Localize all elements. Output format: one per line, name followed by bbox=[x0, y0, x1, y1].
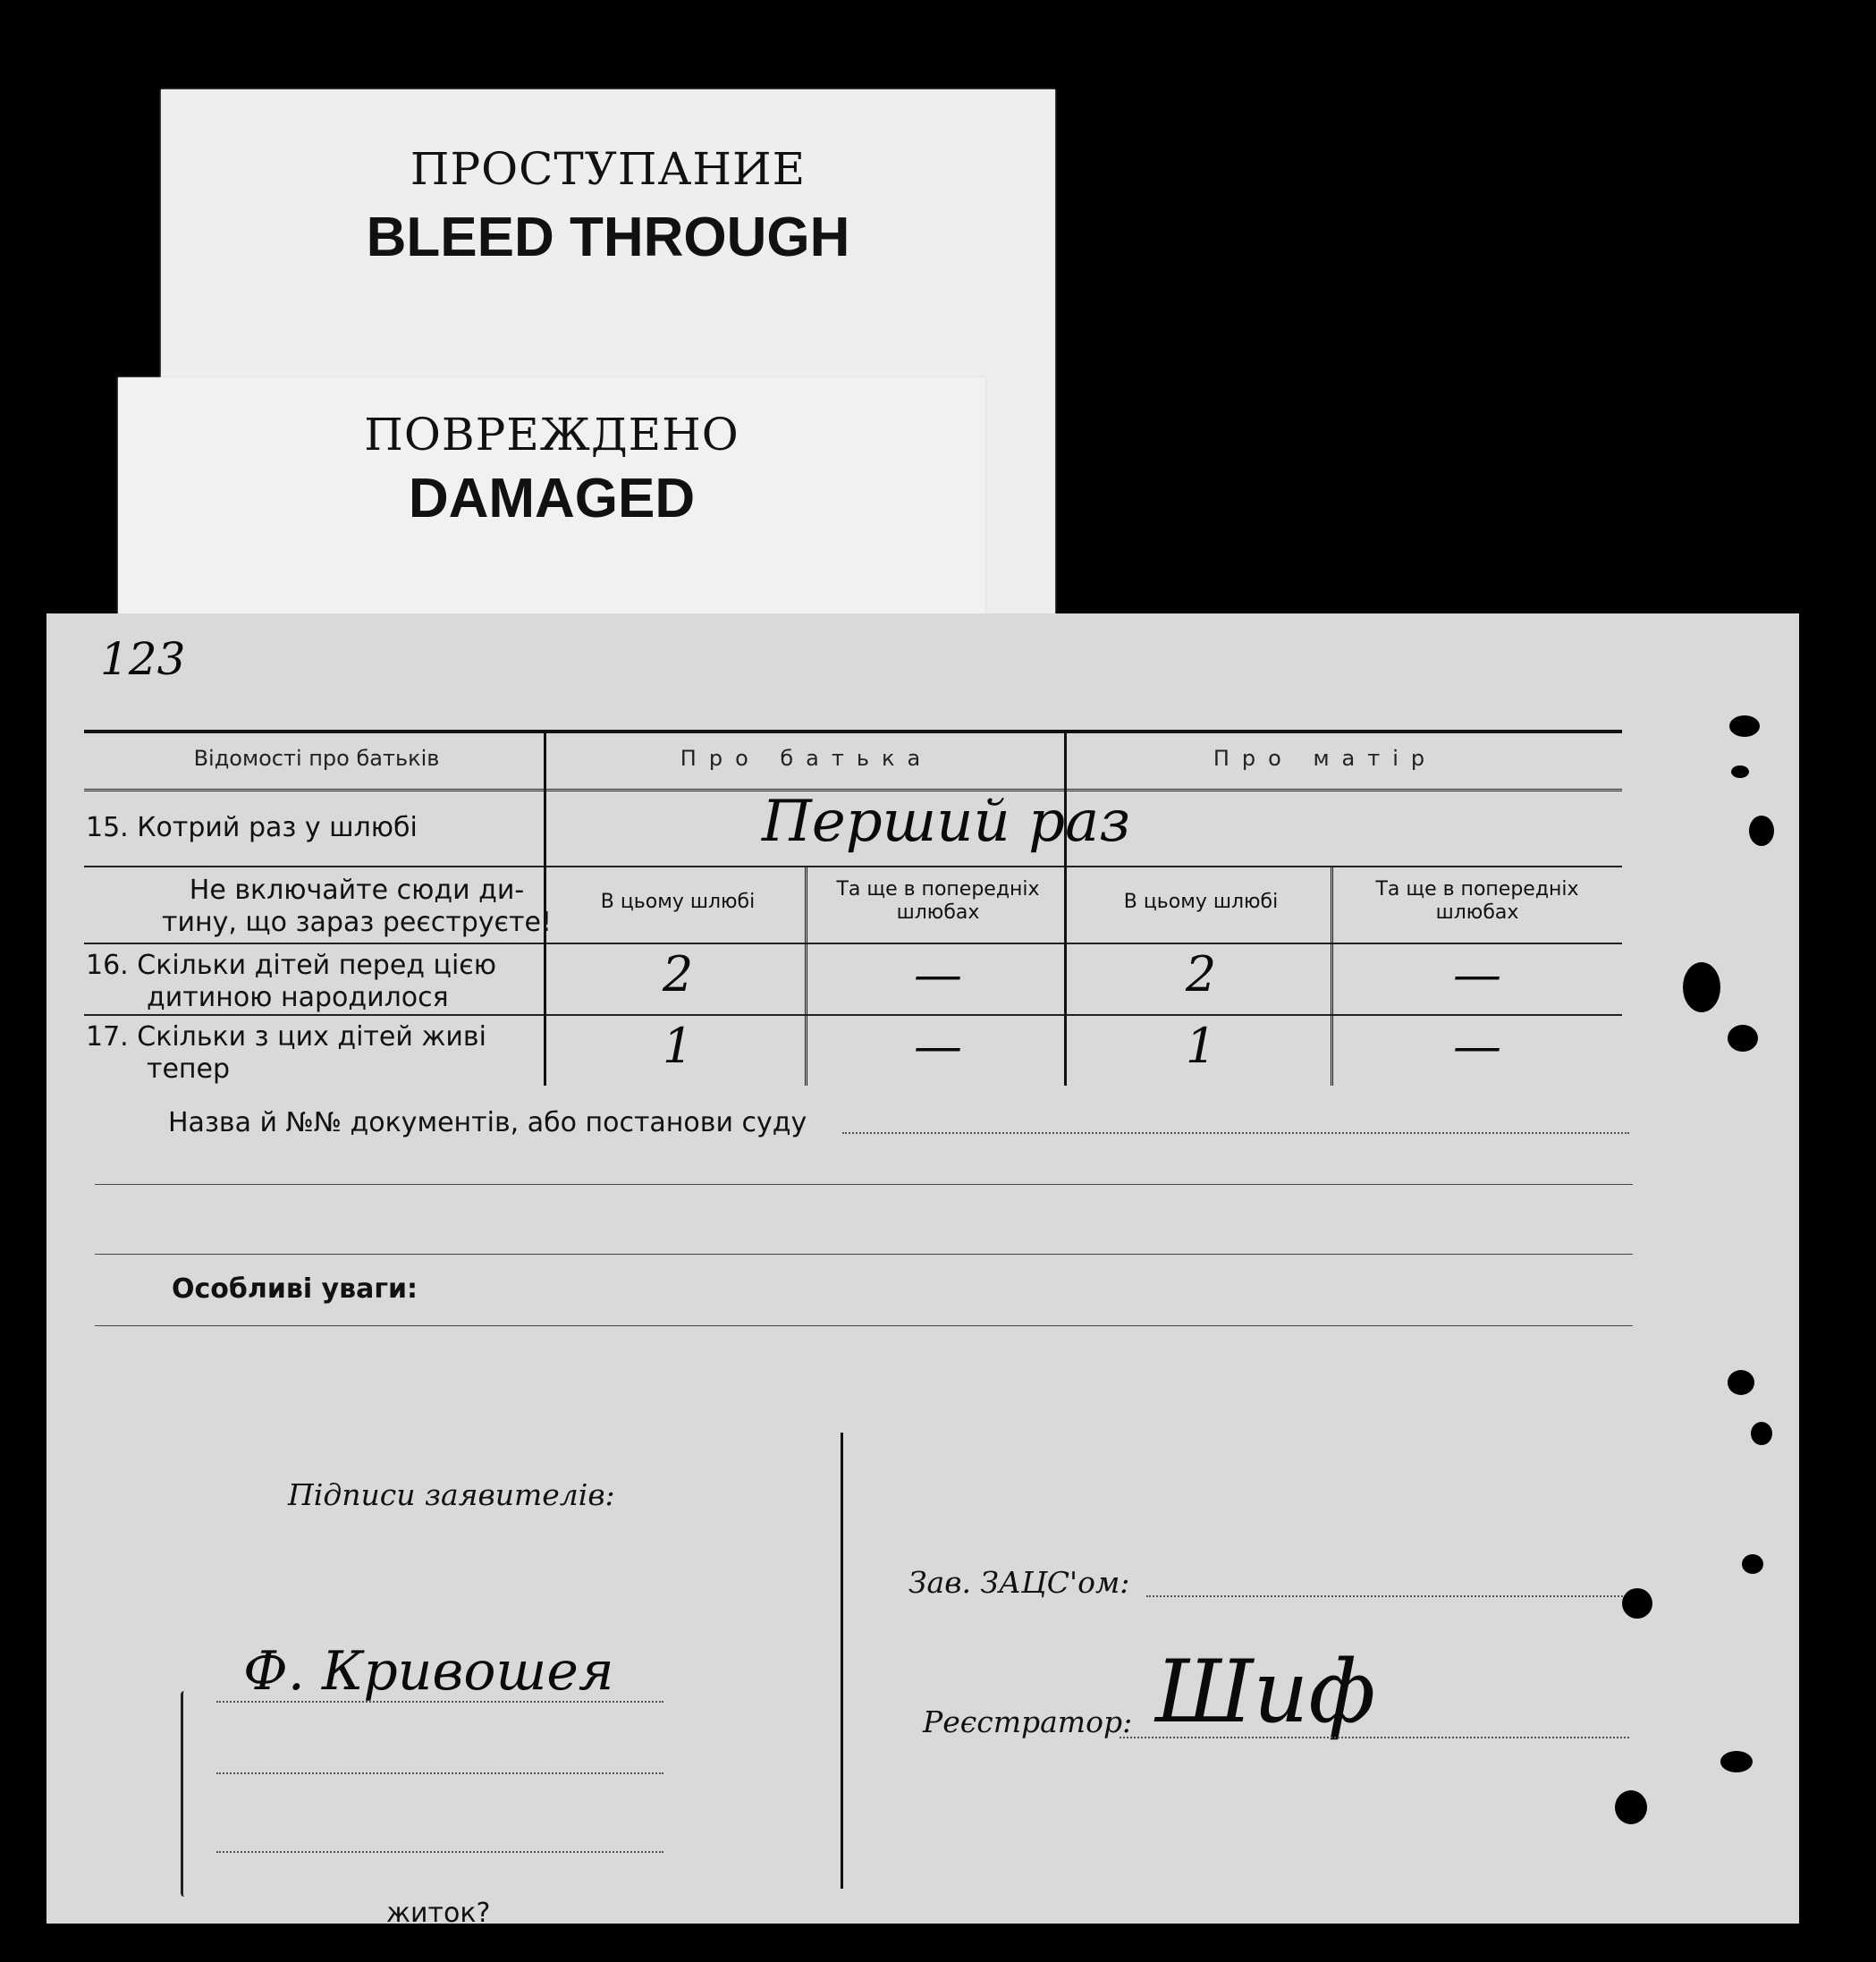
signature-bracket bbox=[181, 1691, 189, 1897]
row16-rule bbox=[84, 1014, 1622, 1016]
remarks-line bbox=[95, 1325, 1633, 1326]
damage-hole-7 bbox=[1751, 1422, 1772, 1445]
bleed-through-ru-text: ПРОСТУПАНИЕ bbox=[410, 143, 807, 195]
q17-line1: 17. Скільки з цих дітей живі bbox=[86, 1021, 486, 1053]
damaged-ru-text: ПОВРЕЖДЕНО bbox=[364, 409, 739, 461]
documents-line-2 bbox=[95, 1184, 1633, 1185]
note-line2: тину, що зараз реєструєте! bbox=[162, 907, 552, 938]
col-divider-1 bbox=[544, 733, 546, 1086]
remarks-label: Особливі уваги: bbox=[172, 1273, 418, 1305]
signatures-divider bbox=[841, 1433, 843, 1889]
bottom-cut-text: житок? bbox=[386, 1898, 491, 1929]
note-rule bbox=[84, 943, 1622, 944]
damage-hole-2 bbox=[1731, 765, 1749, 778]
q16-father-prev: — bbox=[914, 946, 962, 1002]
damage-hole-5 bbox=[1728, 1025, 1758, 1052]
documents-label: Назва й №№ документів, або постанови суду bbox=[168, 1107, 807, 1138]
q15-label: 15. Котрий раз у шлюбі bbox=[86, 812, 418, 843]
mother-sub-prev-l1: Та ще в попередніх bbox=[1375, 878, 1579, 901]
registrar-label: Реєстратор: bbox=[923, 1704, 1133, 1739]
q16-mother-prev: — bbox=[1453, 946, 1501, 1002]
damaged-en-text: DAMAGED bbox=[408, 468, 696, 529]
registration-form-sheet bbox=[46, 613, 1799, 1929]
damage-hole-1 bbox=[1729, 715, 1760, 737]
signature-line-1 bbox=[216, 1701, 663, 1703]
note-line1: Не включайте сюди ди- bbox=[189, 875, 525, 906]
documents-line-1 bbox=[842, 1132, 1629, 1134]
bleed-through-en-text: BLEED THROUGH bbox=[366, 207, 850, 268]
q17-line2: тепер bbox=[147, 1053, 231, 1085]
applicant-signature: Ф. Кривошея bbox=[243, 1640, 614, 1703]
father-sub-prev-l2: шлюбах bbox=[896, 901, 980, 924]
table-header-father: Про батька bbox=[680, 746, 934, 771]
head-label: Зав. ЗАЦС'ом: bbox=[908, 1565, 1130, 1600]
signature-line-2 bbox=[216, 1772, 663, 1774]
q17-mother-prev: — bbox=[1453, 1018, 1501, 1074]
q17-father-this: 1 bbox=[662, 1018, 694, 1074]
q16-father-this: 2 bbox=[662, 946, 694, 1002]
col-divider-4 bbox=[1331, 867, 1333, 1086]
father-sub-in-marriage: В цьому шлюбі bbox=[600, 891, 756, 913]
q16-line2: дитиною народилося bbox=[147, 982, 449, 1013]
documents-line-3 bbox=[95, 1254, 1633, 1255]
signature-line-3 bbox=[216, 1851, 663, 1853]
q16-line1: 16. Скільки дітей перед цією bbox=[86, 950, 497, 981]
signatures-label: Підписи заявителів: bbox=[288, 1477, 615, 1512]
row15-rule bbox=[84, 866, 1622, 867]
table-top-rule bbox=[84, 730, 1622, 733]
registrar-signature: Шиф bbox=[1155, 1642, 1376, 1742]
damage-hole-9 bbox=[1622, 1588, 1652, 1619]
q17-mother-this: 1 bbox=[1185, 1018, 1217, 1074]
table-header-mother: Про матір bbox=[1213, 746, 1438, 771]
col-divider-2 bbox=[805, 867, 807, 1086]
corner-number: 123 bbox=[100, 633, 186, 685]
damage-hole-3 bbox=[1749, 816, 1774, 846]
father-sub-prev-l1: Та ще в попередніх bbox=[836, 878, 1040, 901]
q15-answer: Перший раз bbox=[762, 789, 1131, 855]
damage-hole-6 bbox=[1728, 1370, 1754, 1395]
damage-hole-10 bbox=[1720, 1751, 1753, 1772]
damage-hole-4 bbox=[1683, 962, 1720, 1012]
damage-hole-8 bbox=[1742, 1554, 1763, 1574]
mother-sub-prev-l2: шлюбах bbox=[1435, 901, 1519, 924]
q17-father-prev: — bbox=[914, 1018, 962, 1074]
table-header-parents: Відомості про батьків bbox=[193, 746, 440, 771]
damage-hole-11 bbox=[1615, 1790, 1647, 1824]
col-divider-3 bbox=[1064, 733, 1067, 1086]
q16-mother-this: 2 bbox=[1185, 946, 1217, 1002]
registrar-signature-line bbox=[1120, 1737, 1629, 1738]
head-signature-line bbox=[1146, 1595, 1629, 1597]
mother-sub-in-marriage: В цьому шлюбі bbox=[1123, 891, 1279, 913]
damaged-card bbox=[118, 377, 985, 646]
